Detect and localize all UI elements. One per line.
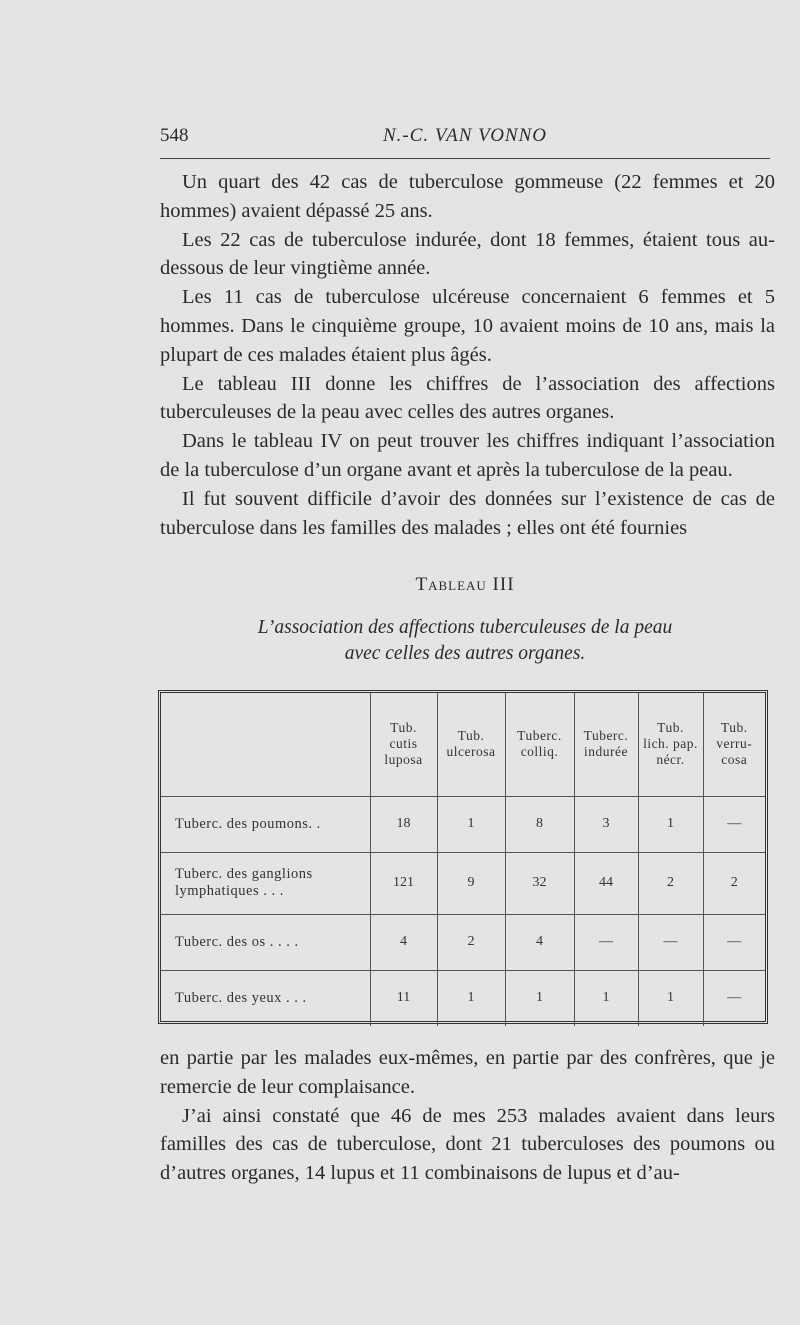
table-cell: 11 bbox=[370, 970, 437, 1026]
column-header: Tub. ulcerosa bbox=[437, 693, 505, 796]
table-row bbox=[161, 914, 765, 970]
table-cell: 44 bbox=[574, 852, 638, 914]
table-cell: 8 bbox=[505, 796, 574, 852]
table-cell: 4 bbox=[505, 914, 574, 970]
table-caption-line: L’association des affections tuberculeuses de la peau bbox=[257, 617, 673, 638]
column-header: Tub. cutis luposa bbox=[370, 693, 437, 796]
table-row bbox=[161, 970, 765, 1026]
paragraph: Le tableau III donne les chiffres de l’association des affections tuberculeuses de la peau avec celles des autres organes. bbox=[160, 372, 775, 424]
table-cell: — bbox=[638, 914, 703, 970]
table-cell: 4 bbox=[370, 914, 437, 970]
body-text-bottom bbox=[160, 1044, 775, 1188]
table-cell: — bbox=[703, 914, 765, 970]
running-title: N.-C. VAN VONNO bbox=[383, 125, 547, 146]
row-label: Tuberc. des yeux . . . bbox=[175, 989, 307, 1006]
table-cell: 32 bbox=[505, 852, 574, 914]
table-row bbox=[161, 852, 765, 914]
body-text-top bbox=[160, 168, 775, 542]
header-rule bbox=[160, 158, 770, 159]
paragraph: Dans le tableau IV on peut trouver les chiffres indiquant l’association de la tuberculose d’un organe avant et après la tuberculose de la peau. bbox=[160, 430, 775, 481]
table-cell: 121 bbox=[370, 852, 437, 914]
paragraph: Il fut souvent difficile d’avoir des données sur l’existence de cas de tuberculose dans les familles des malades ; elles ont été fournies bbox=[160, 487, 775, 539]
table-cell: 18 bbox=[370, 796, 437, 852]
row-label: Tuberc. des poumons. . bbox=[161, 796, 370, 852]
table-cell: 2 bbox=[703, 852, 765, 914]
table-cell: 1 bbox=[505, 970, 574, 1026]
column-header bbox=[161, 693, 370, 796]
table-cell: — bbox=[703, 796, 765, 852]
table-row bbox=[161, 796, 765, 852]
column-header: Tuberc. colliq. bbox=[505, 693, 574, 796]
table-cell: 1 bbox=[638, 796, 703, 852]
paragraph: J’ai ainsi constaté que 46 de mes 253 malades avaient dans leurs familles des cas de tuberculose, dont 21 tuberculoses des poumons ou d’autres organes, 14 lupus et 11 combinaisons de lupus et d’au- bbox=[160, 1104, 775, 1185]
table-cell: 9 bbox=[437, 852, 505, 914]
paragraph: Les 22 cas de tuberculose indurée, dont 18 femmes, étaient tous au-dessous de leur vingtième année. bbox=[160, 228, 775, 280]
paragraph: Un quart des 42 cas de tuberculose gommeuse (22 femmes et 20 hommes) avaient dépassé 25 ans. bbox=[160, 171, 775, 222]
page-number: 548 bbox=[160, 125, 189, 146]
paragraph: Les 11 cas de tuberculose ulcéreuse concernaient 6 femmes et 5 hommes. Dans le cinquième groupe, 10 avaient moins de 10 ans, mais la plupart de ces malades étaient plus âgés. bbox=[160, 286, 775, 366]
paragraph: en partie par les malades eux-mêmes, en partie par des confrères, que je remercie de leur complaisance. bbox=[160, 1047, 775, 1098]
table-cell: 3 bbox=[574, 796, 638, 852]
table-caption bbox=[160, 615, 770, 667]
table-cell: 1 bbox=[437, 970, 505, 1026]
column-header: Tub. verru-cosa bbox=[703, 693, 765, 796]
column-header: Tub. lich. pap. nécr. bbox=[638, 693, 703, 796]
row-label: Tuberc. des ganglions lymphatiques . . . bbox=[161, 852, 370, 914]
table-caption-line: avec celles des autres organes. bbox=[344, 643, 586, 664]
table-cell: — bbox=[574, 914, 638, 970]
row-label: Tuberc. des os . . . . bbox=[161, 914, 370, 970]
table-cell: — bbox=[703, 970, 765, 1026]
page-header bbox=[160, 125, 770, 149]
table-cell: 1 bbox=[638, 970, 703, 1026]
table-cell: 1 bbox=[437, 796, 505, 852]
association-table bbox=[161, 693, 765, 1026]
column-header: Tuberc. indurée bbox=[574, 693, 638, 796]
table-cell: 2 bbox=[437, 914, 505, 970]
table-frame bbox=[158, 690, 768, 1024]
table-cell: 1 bbox=[574, 970, 638, 1026]
table-cell: 2 bbox=[638, 852, 703, 914]
table-header-row bbox=[161, 693, 765, 796]
table-label: Tableau III bbox=[415, 574, 515, 595]
